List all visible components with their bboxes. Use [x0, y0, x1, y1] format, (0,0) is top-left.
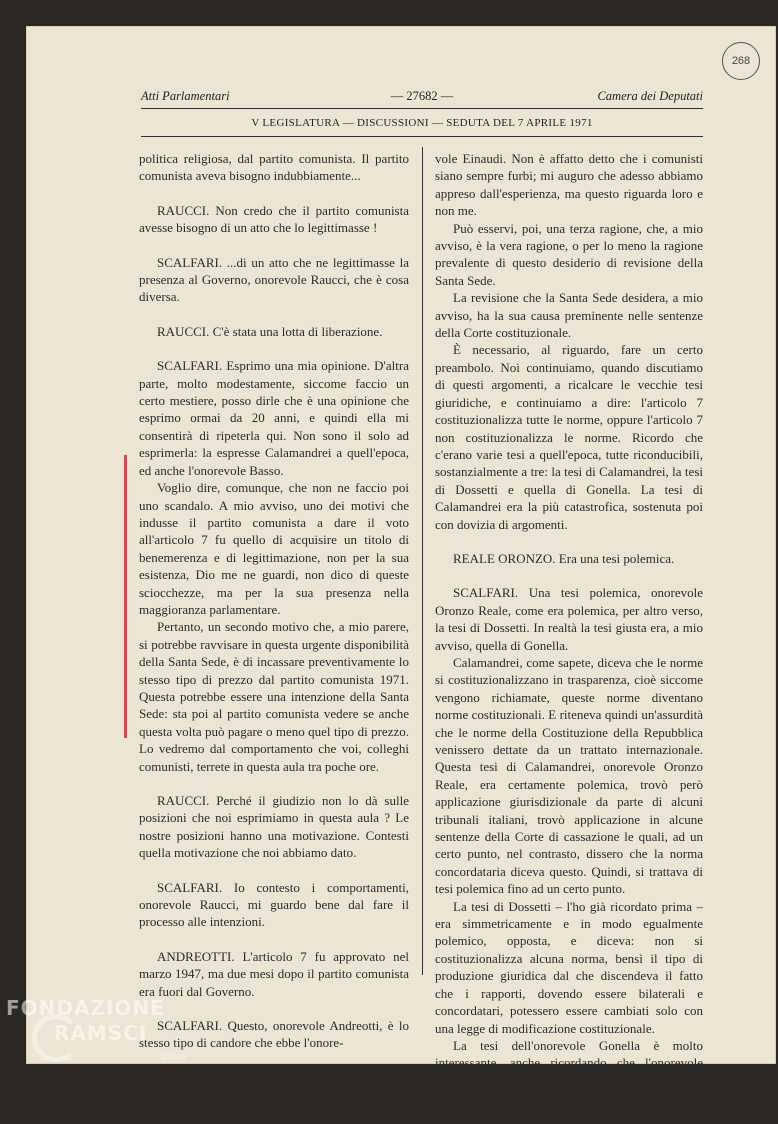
header-rule-top — [141, 108, 703, 109]
paragraph: SCALFARI. Una tesi polemica, onorevole Oronzo Reale, come era polemica, per altro verso, la tesi di Dossetti. In realtà la tesi giusta era, a mio avviso, quella di Gonella. — [435, 585, 703, 653]
header-page-number: — 27682 — — [390, 89, 454, 103]
right-text-column — [435, 150, 703, 1124]
paragraph: vole Einaudi. Non è affatto detto che i comunisti siano sempre furbi; mi auguro che adesso abbiamo appreso dall'esperienza, ma questo riguarda loro e non me. — [435, 151, 703, 219]
paragraph: Pertanto, un secondo motivo che, a mio parere, si potrebbe ravvisare in questa urgente disponibilità della Santa Sede, è di incassare preventivamente lo stesso tipo di prezzo dal partito comunista 1971. Questa potrebbe essere una intenzione della Santa Sede: sta poi al partito comunista vedere se anche questa volta può pagare o meno quel tipo di prezzo. Lo vedremo dal comportamento che voi, colleghi comunisti, terrete in questa aula tra poche ore. — [139, 619, 409, 774]
header-publication: Atti Parlamentari — [141, 89, 230, 103]
paragraph: La tesi di Dossetti – l'ho già ricordato prima – era simmetricamente e in modo egualmente polemico, opposta, e diceva: non si costituzionalizza alcuna norma, bensì il tipo di produzione giuridica dal che discendeva il fatto che i rapporti, dovendo essere bilaterali e concordatari, potessero essere cambiati solo con una legge di modificazione costituzionale. — [435, 898, 703, 1036]
paragraph: La revisione che la Santa Sede desidera, a mio avviso, ha la sua causa preminente nelle sentenze della Corte costituzionale. — [435, 290, 703, 341]
paragraph: SCALFARI. ...di un atto che ne legittimasse la presenza al Governo, onorevole Raucci, che è cosa diversa. — [139, 254, 409, 305]
paragraph: Può esservi, poi, una terza ragione, che, a mio avviso, è la vera ragione, o per lo meno la ragione prevalente di questo desiderio di revisione della Santa Sede. — [435, 220, 703, 288]
header-institution: Camera dei Deputati — [597, 89, 703, 103]
paragraph: REALE ORONZO. Era una tesi polemica. — [453, 550, 675, 566]
paragraph: RAUCCI. C'è stata una lotta di liberazione. — [157, 323, 383, 339]
paragraph: Calamandrei, come sapete, diceva che le norme si costituzionalizzano in trasparenza, cioè siccome vengono richiamate, queste norme diventano norme costituzionali. E riteneva quindi un'assurdità che le norme della Costituzione della Repubblica venissero dettate da un trattato internazionale. Questa tesi di Calamandrei, onorevole Oronzo Reale, era certamente polemica, trovò però applicazione giurisdizionale da parte di alcuni tribunali italiani, trovò applicazione in alcune sentenze della Corte di cassazione le quali, ad un certo punto, nel contrasto, dissero che la norma concordataria diceva questo. Quindi, si trattava di tesi polemica fino ad un certo punto. — [435, 654, 703, 897]
left-text-column — [139, 150, 409, 1052]
column-divider — [422, 147, 423, 975]
paragraph: politica religiosa, dal partito comunista. Il partito comunista aveva bisogno indubbiamente... — [139, 151, 409, 184]
watermark-line-2: RAMSCI — [54, 1021, 148, 1045]
foundation-watermark — [6, 996, 196, 1066]
paragraph: ANDREOTTI. L'articolo 7 fu approvato nel marzo 1947, ma due mesi dopo il partito comunista era fuori dal Governo. — [139, 948, 409, 999]
paragraph: RAUCCI. Non credo che il partito comunista avesse bisogno di un atto che lo legittimasse ! — [139, 202, 409, 236]
paragraph: SCALFARI. Io contesto i comportamenti, onorevole Raucci, mi guardo bene dal fare il processo alle intenzioni. — [139, 879, 409, 930]
paragraph: Voglio dire, comunque, che non ne faccio poi uno scandalo. A mio avviso, uno dei motivi che indusse il partito comunista a dare il voto all'articolo 7 fu quello di acquisire un titolo di benemerenza e di legittimazione, non per la sua esistenza, Dio me ne guardi, non dico di queste sciocchezze, ma per la sua presenza nella maggioranza parlamentare. — [139, 480, 409, 617]
watermark-line-3: onlus — [162, 1052, 187, 1062]
header-rule-bottom — [141, 136, 703, 137]
paragraph: SCALFARI. Questo, onorevole Andreotti, è lo stesso tipo di candore che ebbe l'onore- — [139, 1018, 409, 1051]
paragraph: La tesi dell'onorevole Gonella è molto interessante, anche ricordando che l'onorevole Gonella è quello che ha dato avvisi, non da solo, per fortuna, al Governo nella trattativa che si sta per aprire. — [435, 1037, 703, 1123]
page-header — [141, 89, 703, 105]
paragraph: SCALFARI. Esprimo una mia opinione. D'altra parte, molto modestamente, siccome faccio un certo mestiere, posso dirle che è una opinione che esprimo ormai da 20 anni, e quindi ella mi consentirà di ripeterla qui. Non sono il solo ad esprimerla: la espresse Calamandrei a quell'epoca, ed anche l'onorevole Basso. — [139, 358, 409, 478]
session-subheader: V LEGISLATURA — DISCUSSIONI — SEDUTA DEL 7 APRILE 1971 — [251, 117, 593, 129]
paragraph: È necessario, al riguardo, fare un certo preambolo. Noi continuiamo, quando discutiamo di questi argomenti, a ricalcare le vecchie tesi giuridiche, e continuiamo a dire: l'articolo 7 costituzionalizza tutte le norme, oppure l'articolo 7 non costituzionalizza le norme. Ricordo che c'erano varie tesi a quell'epoca, tutte riconducibili, sostanzialmente a tre: la tesi di Calamandrei, la tesi di Dossetti e quella di Gonella. La tesi di Calamandrei era la più catastrofica, sostenuta poi con dovizia di argomenti. — [435, 342, 703, 532]
red-margin-mark — [124, 455, 127, 738]
watermark-line-1: FONDAZIONE — [6, 996, 165, 1020]
archive-stamp: 268 — [722, 42, 760, 80]
paragraph: RAUCCI. Perché il giudizio non lo dà sulle posizioni che noi esprimiamo in questa aula ? Le nostre posizioni hanno una motivazione. Contesti quella motivazione che noi abbiamo dato. — [139, 793, 409, 861]
